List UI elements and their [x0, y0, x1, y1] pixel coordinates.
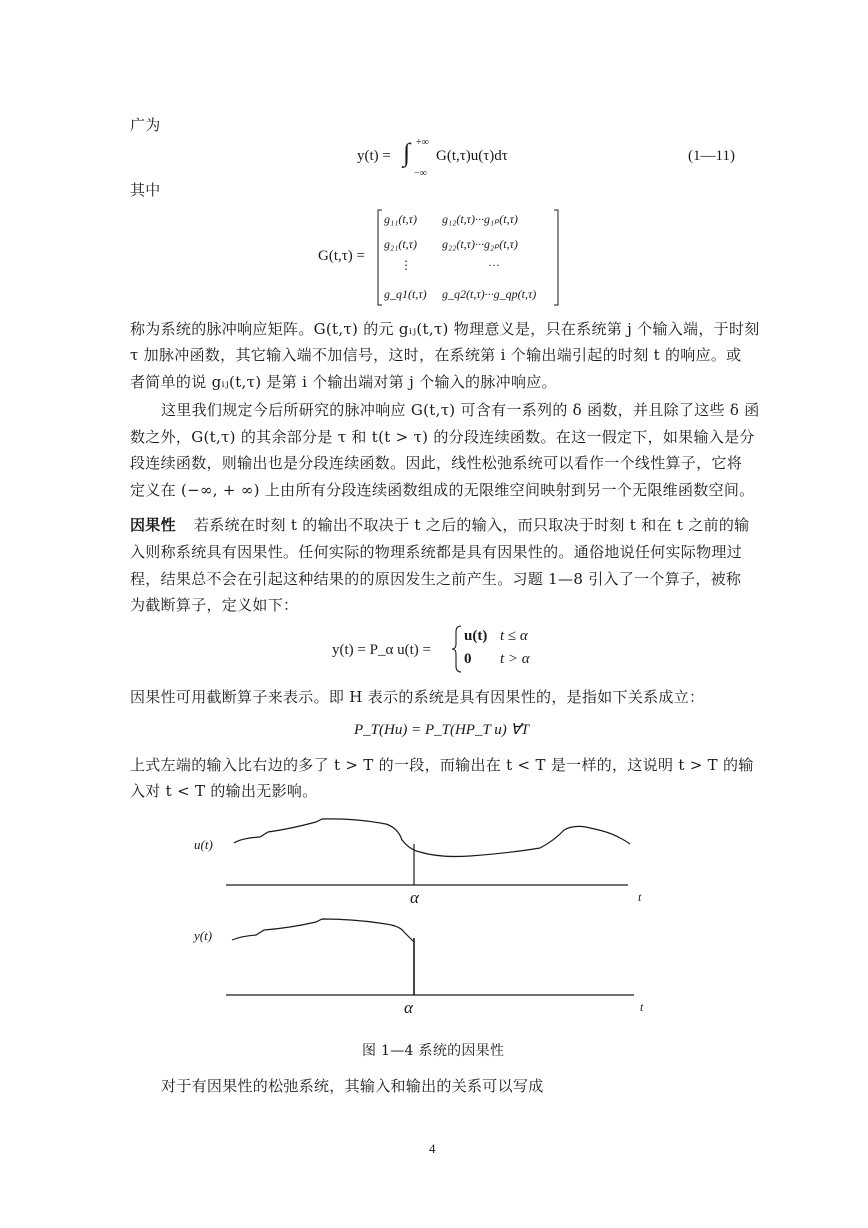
signal-curve-u	[234, 819, 630, 857]
page-number: 4	[429, 1141, 436, 1156]
text-line: 若系统在时刻 t 的输出不取决于 t 之后的输入，而只取决于时刻 t 和在 t 之前的输	[194, 516, 750, 534]
cases-brace	[450, 624, 464, 674]
matrix-cell: g₁₁(t,τ)	[384, 212, 417, 226]
matrix-cell: g₁₂(t,τ)···g₁ₚ(t,τ)	[442, 212, 518, 226]
text-line: 因果性可用截断算子来表示。即 H 表示的系统是具有因果性的，是指如下关系成立：	[130, 688, 705, 706]
figure-label-top: u(t)	[194, 837, 213, 852]
matrix-cell: g_q1(t,τ)	[384, 287, 427, 301]
matrix-cell: ⋮	[400, 258, 412, 272]
text-line: τ 加脉冲函数，其它输入端不加信号，这时，在系统第 i 个输出端引起的时刻 t 的响应。或	[130, 346, 742, 364]
alpha-label-bottom: α	[404, 998, 413, 1017]
matrix-lhs: G(t,τ) =	[318, 248, 365, 264]
text-line: 定义在 (−∞, + ∞) 上由所有分段连续函数组成的无限维空间映射到另一个无限维函数空间。	[130, 481, 755, 499]
equation: P_T(Hu) = P_T(HP_T u) ∀T	[354, 722, 530, 738]
equation-lhs: y(t) = P_α u(t) =	[332, 642, 431, 658]
text-line: 为截断算子，定义如下：	[130, 596, 299, 614]
case-condition: t > α	[500, 651, 530, 667]
case-value: 0	[464, 651, 472, 667]
text-line: 上式左端的输入比右边的多了 t > T 的一段，而输出在 t < T 是一样的，这说明 t > T 的输	[130, 756, 754, 774]
case-condition: t ≤ α	[500, 628, 528, 644]
equation-lhs: y(t) =	[357, 148, 391, 164]
section-heading: 因果性	[130, 516, 176, 534]
text-line: 段连续函数，则输出也是分段连续函数。因此，线性松弛系统可以看作一个线性算子，它将	[130, 454, 743, 472]
integral-sign: ∫	[403, 138, 411, 167]
equation-number: (1—11)	[688, 148, 735, 164]
alpha-label-top: α	[410, 888, 419, 907]
text-line: 称为系统的脉冲响应矩阵。G(t,τ) 的元 gᵢⱼ(t,τ) 物理意义是，只在系统第 j 个输入端，于时刻	[130, 320, 760, 338]
text-line: 程，结果总不会在引起这种结果的的原因发生之前产生。习题 1—8 引入了一个算子，被称	[130, 570, 742, 588]
matrix-cell: ···	[488, 258, 500, 272]
text-line: 这里我们规定今后所研究的脉冲响应 G(t,τ) 可含有一系列的 δ 函数，并且除了这些 δ 函	[161, 401, 760, 419]
matrix-cell: g₂₁(t,τ)	[384, 237, 417, 251]
t-label-top: t	[638, 890, 642, 904]
text-line: 数之外，G(t,τ) 的其余部分是 τ 和 t(t > τ) 的分段连续函数。在这一假定下，如果输入是分	[130, 428, 755, 446]
case-value: u(t)	[464, 628, 488, 644]
t-label-bottom: t	[640, 1000, 644, 1014]
figure-label-bottom: y(t)	[194, 928, 213, 943]
equation-rhs: G(t,τ)u(τ)dτ	[436, 148, 508, 164]
integral-lower: −∞	[414, 168, 427, 179]
text-line: 入则称系统具有因果性。任何实际的物理系统都是具有因果性的。通俗地说任何实际物理过	[130, 543, 743, 561]
integral-upper: +∞	[416, 137, 429, 148]
causality-figure	[180, 808, 660, 1028]
text-line: 对于有因果性的松弛系统，其输入和输出的关系可以写成	[161, 1077, 544, 1095]
text-line: 者简单的说 gᵢⱼ(t,τ) 是第 i 个输出端对第 j 个输入的脉冲响应。	[130, 373, 557, 391]
signal-curve-y	[232, 919, 414, 942]
figure-caption: 图 1—4 系统的因果性	[362, 1043, 505, 1059]
text-line: 广为	[130, 116, 161, 134]
text-line: 其中	[130, 181, 161, 199]
text-line: 入对 t < T 的输出无影响。	[130, 782, 318, 800]
matrix-cell: g_q2(t,τ)···g_qp(t,τ)	[442, 287, 537, 301]
matrix-cell: g₂₂(t,τ)···g₂ₚ(t,τ)	[442, 237, 518, 251]
